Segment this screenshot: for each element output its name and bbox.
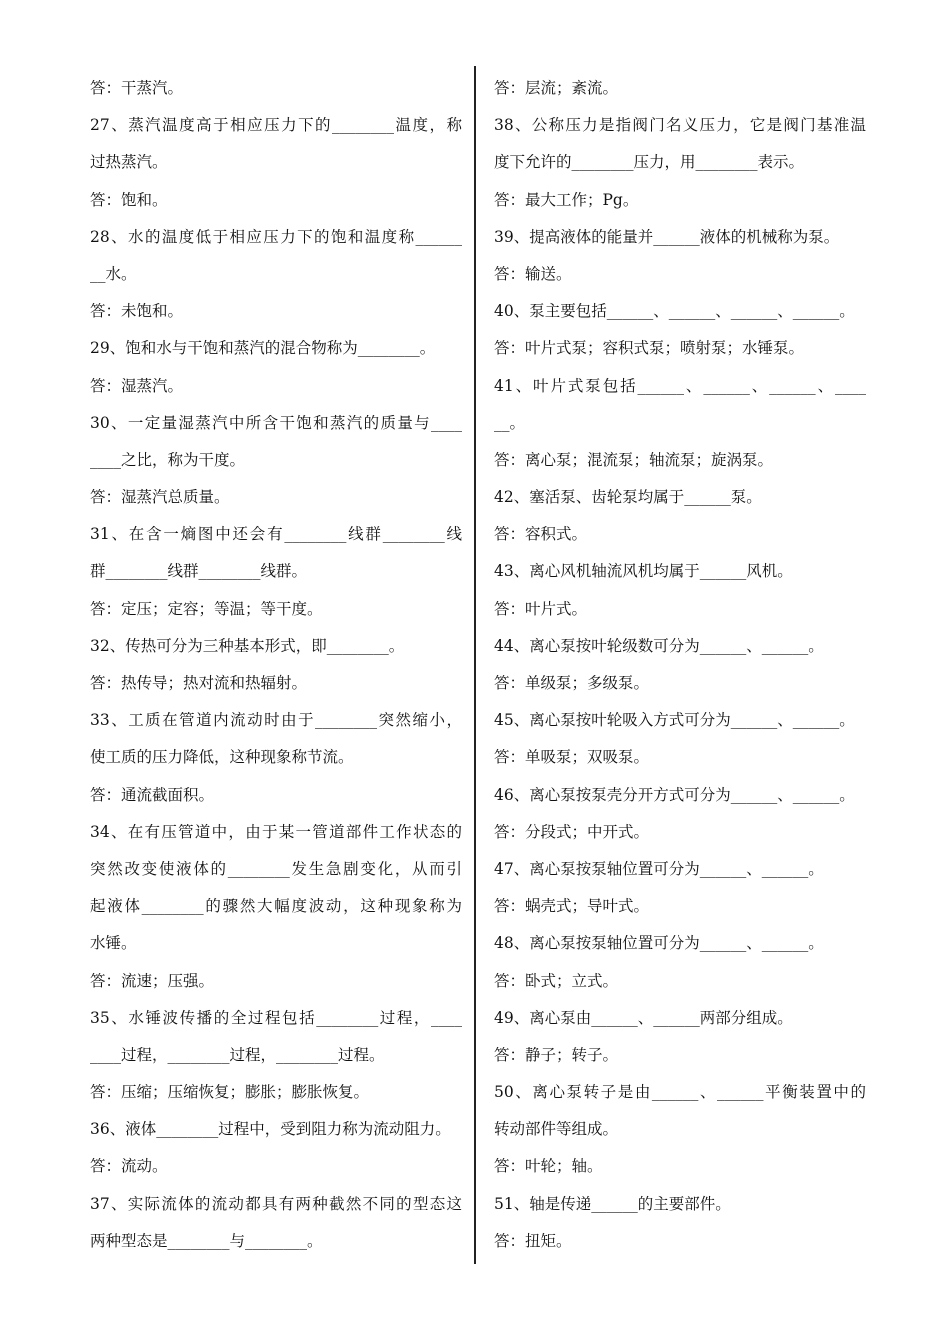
left-column-line: 两种型态是________与________。 (90, 1231, 323, 1250)
right-column-line: 答：最大工作；Pg。 (494, 190, 639, 209)
left-column-line: ____过程，________过程，________过程。 (90, 1045, 385, 1064)
right-column-line: 49、离心泵由______、______两部分组成。 (494, 1008, 793, 1027)
left-column-line: 27、蒸汽温度高于相应压力下的________温度，称 (90, 116, 462, 135)
right-column-line: 答：分段式；中开式。 (494, 822, 650, 841)
left-column-line: 33、工质在管道内流动时由于________突然缩小， (90, 711, 462, 730)
left-column-line: 过热蒸汽。 (90, 153, 168, 172)
left-column-line: 28、水的温度低于相应压力下的饱和温度称______ (90, 227, 462, 246)
right-column (494, 70, 866, 1260)
right-column-line: 43、离心风机轴流风机均属于______风机。 (494, 562, 793, 581)
left-column-line: 答：热传导；热对流和热辐射。 (90, 674, 308, 692)
right-column-line: 转动部件等组成。 (494, 1120, 619, 1139)
left-column-line: 30、一定量湿蒸汽中所含干饱和蒸汽的质量与____ (90, 413, 462, 432)
right-column-line: 39、提高液体的能量并______液体的机械称为泵。 (494, 227, 840, 246)
right-column-line: 答：叶片式泵；容积式泵；喷射泵；水锤泵。 (494, 339, 805, 358)
right-column-line: 40、泵主要包括______、______、______、______。 (494, 302, 855, 321)
right-column-line: 41、叶片式泵包括______、______、______、____ (494, 376, 866, 395)
right-column-line: 答：卧式；立式。 (494, 971, 619, 990)
right-column-line: 度下允许的________压力，用________表示。 (494, 153, 805, 172)
right-column-line: 42、塞活泵、齿轮泵均属于______泵。 (494, 488, 762, 507)
left-column-line: 31、在含一熵图中还会有________线群________线 (90, 525, 462, 544)
left-column-line: 起液体________的骤然大幅度波动，这种现象称为 (90, 897, 462, 916)
left-column-line: 使工质的压力降低，这种现象称节流。 (90, 748, 354, 767)
left-column-line: 答：通流截面积。 (90, 785, 215, 804)
left-column-line: 答：干蒸汽。 (90, 79, 184, 97)
right-column-line: 46、离心泵按泵壳分开方式可分为______、______。 (494, 785, 855, 804)
right-column-line: 答：离心泵；混流泵；轴流泵；旋涡泵。 (494, 450, 774, 469)
left-column-line: 群________线群________线群。 (90, 562, 308, 581)
left-column-line: 答：湿蒸汽。 (90, 376, 184, 395)
left-column-line: 答：压缩；压缩恢复；膨胀；膨胀恢复。 (90, 1083, 370, 1102)
right-column-line: 答：扭矩。 (494, 1231, 572, 1250)
right-column-line: 45、离心泵按叶轮吸入方式可分为______、______。 (494, 711, 855, 730)
right-column-line: 47、离心泵按泵轴位置可分为______、______。 (494, 859, 824, 878)
right-column-line: 答：层流；紊流。 (494, 79, 619, 97)
right-column-line: 44、离心泵按叶轮级数可分为______、______。 (494, 636, 824, 655)
left-column-line: 水锤。 (90, 934, 137, 953)
right-column-line: 答：叶片式。 (494, 599, 588, 618)
left-column-line: 突然改变使液体的________发生急剧变化，从而引 (90, 859, 462, 878)
right-column-line: 38、公称压力是指阀门名义压力，它是阀门基准温 (494, 116, 866, 135)
right-column-line: 答：单吸泵；双吸泵。 (494, 748, 650, 767)
right-column-line: 答：输送。 (494, 264, 572, 283)
left-column (90, 70, 462, 1260)
right-column-line: 答：蜗壳式；导叶式。 (494, 897, 650, 916)
left-column-line: 答：未饱和。 (90, 302, 184, 321)
left-column-line: 34、在有压管道中，由于某一管道部件工作状态的 (90, 822, 462, 841)
right-column-line: 答：静子；转子。 (494, 1045, 619, 1064)
left-column-line: 答：流速；压强。 (90, 971, 215, 990)
right-column-line: 答：容积式。 (494, 525, 588, 544)
left-column-line: 答：湿蒸汽总质量。 (90, 488, 230, 507)
left-column-line: 29、饱和水与干饱和蒸汽的混合物称为________。 (90, 339, 436, 358)
left-column-line: 32、传热可分为三种基本形式，即________。 (90, 636, 405, 655)
left-column-line: 36、液体________过程中，受到阻力称为流动阻力。 (90, 1120, 451, 1139)
left-column-line: ____之比，称为干度。 (90, 450, 246, 469)
right-column-line: 答：单级泵；多级泵。 (494, 674, 650, 692)
left-column-line: 37、实际流体的流动都具有两种截然不同的型态这 (90, 1194, 462, 1213)
right-column-line: 50、离心泵转子是由______、______平衡装置中的 (494, 1083, 866, 1102)
right-column-line: 答：叶轮；轴。 (494, 1157, 603, 1176)
left-column-line: 答：流动。 (90, 1157, 168, 1176)
left-column-line: 答：饱和。 (90, 190, 168, 209)
left-column-line: __水。 (90, 264, 137, 283)
right-column-line: 48、离心泵按泵轴位置可分为______、______。 (494, 934, 824, 953)
right-column-line: __。 (494, 413, 526, 432)
column-divider (474, 66, 476, 1264)
left-column-line: 35、水锤波传播的全过程包括________过程，____ (90, 1008, 462, 1027)
right-column-line: 51、轴是传递______的主要部件。 (494, 1194, 731, 1213)
left-column-line: 答：定压；定容；等温；等干度。 (90, 599, 323, 618)
